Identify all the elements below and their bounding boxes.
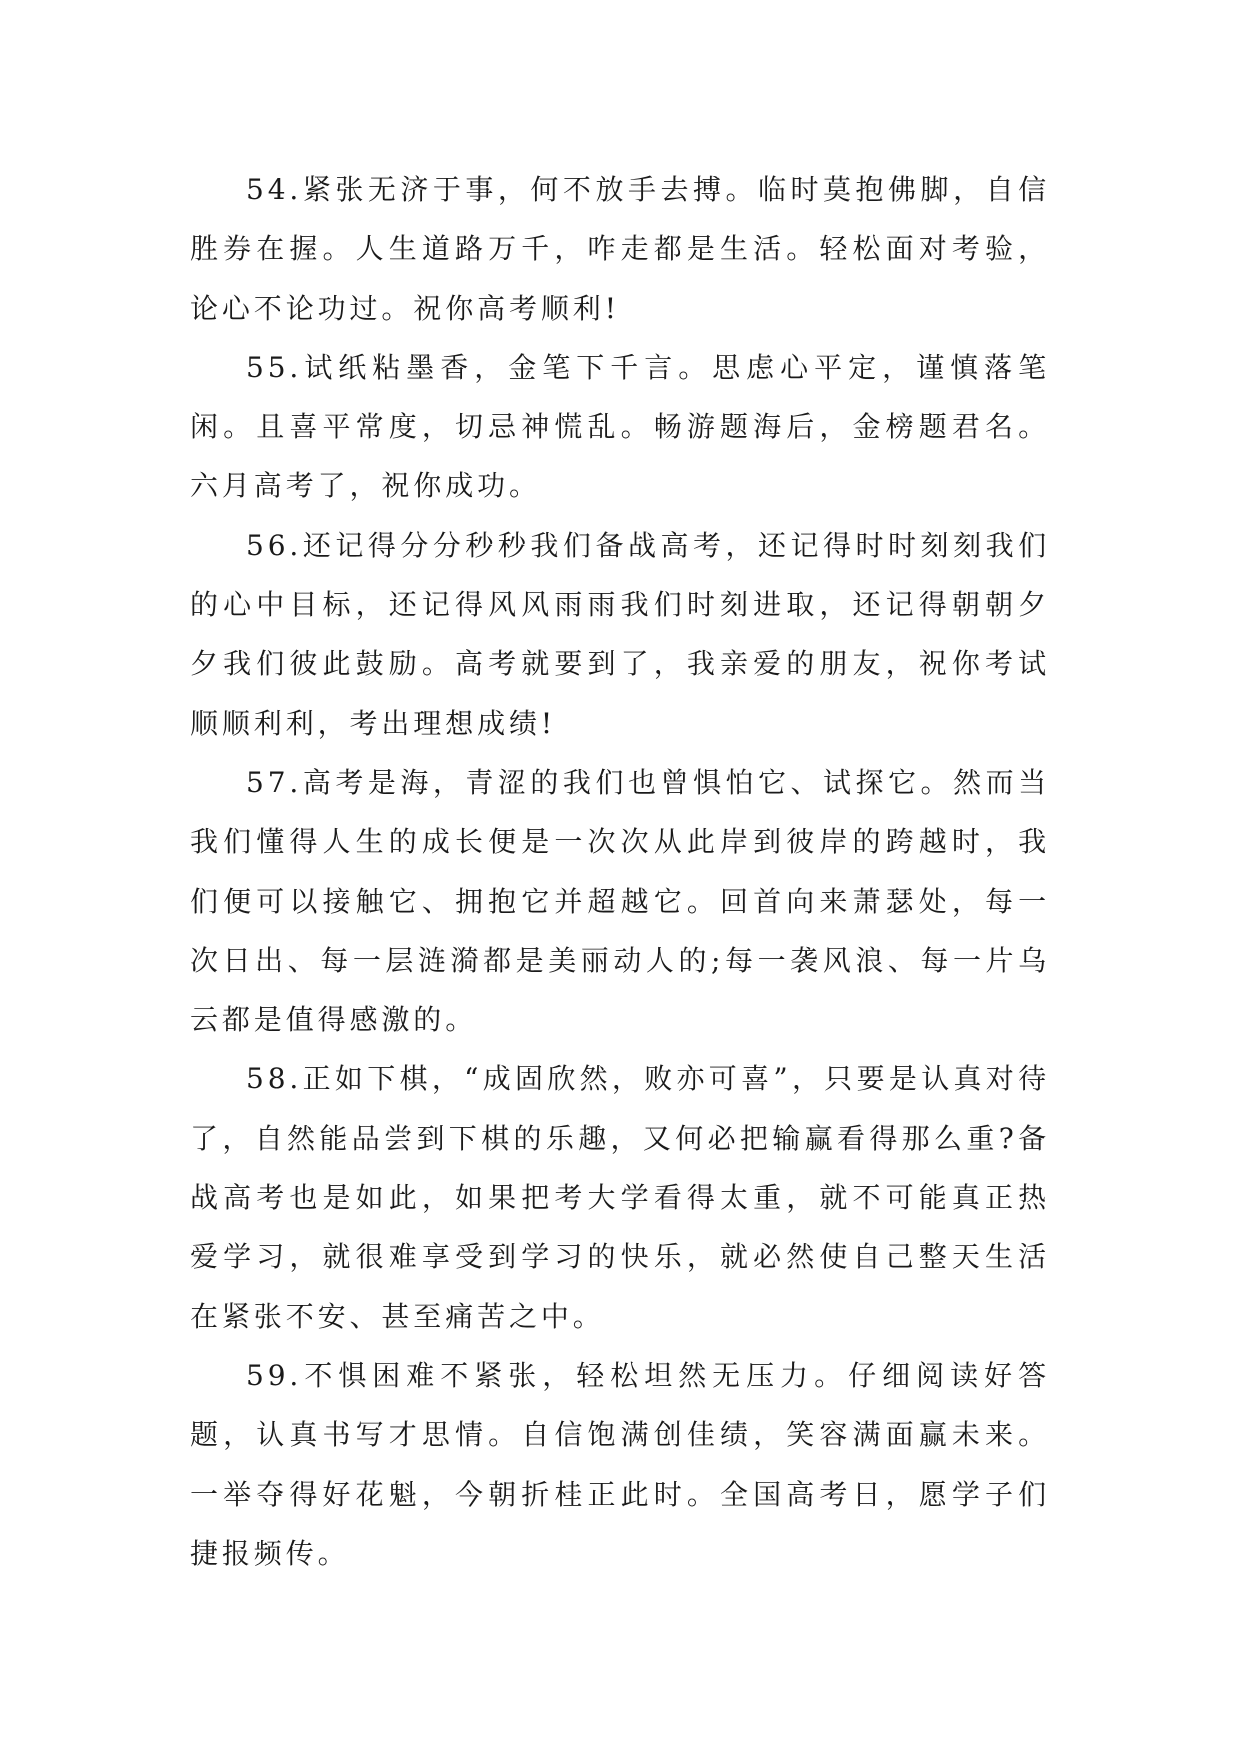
paragraph-58: 58.正如下棋，“成固欣然，败亦可喜”，只要是认真对待了，自然能品尝到下棋的乐趣，又何必把输赢看得那么重?备战高考也是如此，如果把考大学看得太重，就不可能真正热爱学习，就很难享受到学习的快乐，就必然使自己整天生活在紧张不安、甚至痛苦之中。 (190, 1062, 1050, 1333)
document-body (190, 160, 1050, 1583)
paragraph-57: 57.高考是海，青涩的我们也曾惧怕它、试探它。然而当我们懂得人生的成长便是一次次从此岸到彼岸的跨越时，我们便可以接触它、拥抱它并超越它。回首向来萧瑟处，每一次日出、每一层涟漪都是美丽动人的;每一袭风浪、每一片乌云都是值得感激的。 (190, 765, 1050, 1037)
paragraph-54: 54.紧张无济于事，何不放手去搏。临时莫抱佛脚，自信胜券在握。人生道路万千，咋走都是生活。轻松面对考验，论心不论功过。祝你高考顺利! (190, 173, 1050, 325)
paragraph-59: 59.不惧困难不紧张，轻松坦然无压力。仔细阅读好答题，认真书写才思情。自信饱满创佳绩，笑容满面赢未来。一举夺得好花魁，今朝折桂正此时。全国高考日，愿学子们捷报频传。 (190, 1358, 1050, 1570)
paragraph-56: 56.还记得分分秒秒我们备战高考，还记得时时刻刻我们的心中目标，还记得风风雨雨我们时刻进取，还记得朝朝夕夕我们彼此鼓励。高考就要到了，我亲爱的朋友，祝你考试顺顺利利，考出理想成绩! (190, 528, 1050, 740)
paragraph-55: 55.试纸粘墨香，金笔下千言。思虑心平定，谨慎落笔闲。且喜平常度，切忌神慌乱。畅游题海后，金榜题君名。六月高考了，祝你成功。 (190, 350, 1050, 503)
